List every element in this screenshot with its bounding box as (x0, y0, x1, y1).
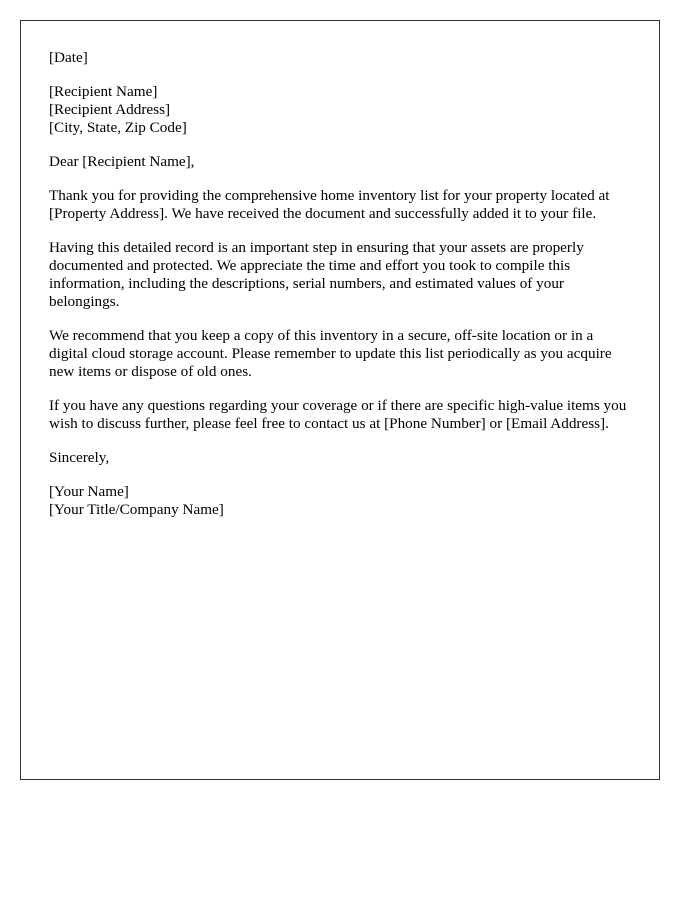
recipient-city-state-zip: [City, State, Zip Code] (49, 119, 187, 136)
signature-block (49, 483, 633, 519)
recipient-block (49, 83, 633, 137)
paragraph-acknowledgement: Thank you for providing the comprehensive home inventory list for your property located at [Property Address]. We have received the document and successfully added it to your file. (49, 187, 610, 222)
date-block (49, 49, 633, 67)
paragraph-recommendation: We recommend that you keep a copy of this inventory in a secure, off-site location or in a digital cloud storage account. Please remember to update this list periodically as you acquire new items or dispose of old ones. (49, 327, 612, 380)
letter-body (49, 49, 633, 535)
recipient-name: [Recipient Name] (49, 83, 158, 100)
salutation: Dear [Recipient Name], (49, 153, 195, 170)
letter-date: [Date] (49, 49, 88, 66)
paragraph-contact: If you have any questions regarding your coverage or if there are specific high-value items you wish to discuss further, please feel free to contact us at [Phone Number] or [Email Address]. (49, 397, 627, 432)
signature-name: [Your Name] (49, 483, 129, 500)
closing: Sincerely, (49, 449, 110, 466)
closing-block (49, 449, 633, 467)
letter-page (20, 20, 660, 780)
signature-title-company: [Your Title/Company Name] (49, 501, 224, 518)
salutation-block (49, 153, 633, 171)
recipient-address: [Recipient Address] (49, 101, 171, 118)
paragraph-importance: Having this detailed record is an important step in ensuring that your assets are properly documented and protected. We appreciate the time and effort you took to compile this information, including the descriptions, serial numbers, and estimated values of your belongings. (49, 239, 584, 310)
